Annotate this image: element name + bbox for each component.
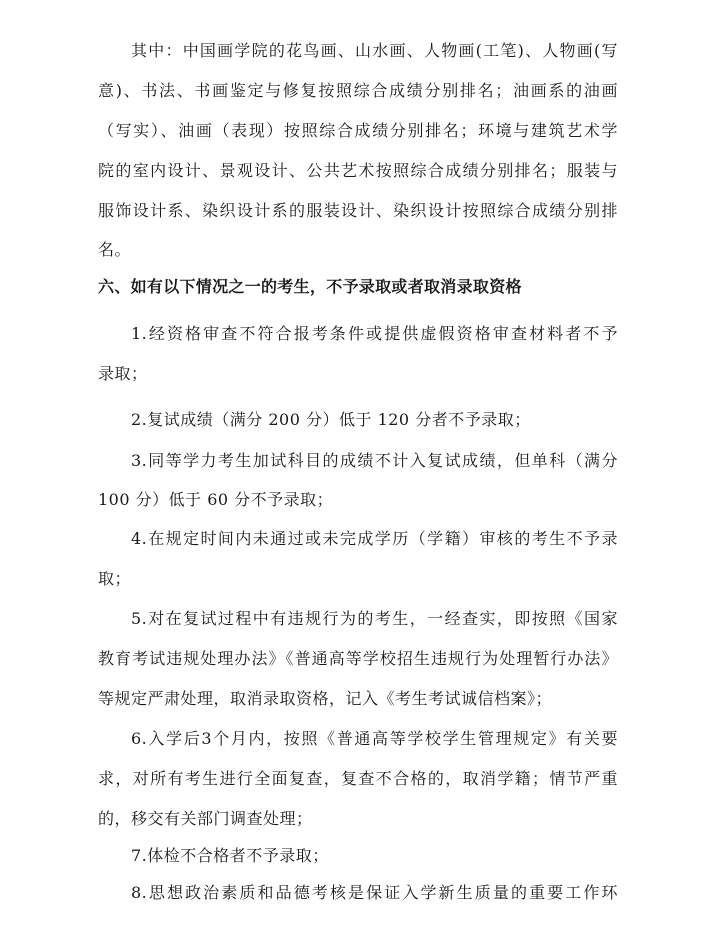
list-item: 1.经资格审查不符合报考条件或提供虚假资格审查材料者不予 [131,324,618,343]
list-item: 2.复试成绩（满分 200 分）低于 120 分者不予录取； [131,410,531,429]
list-item: 8.思想政治素质和品德考核是保证入学新生质量的重要工作环 [131,883,618,902]
list-item: 求，对所有考生进行全面复查，复查不合格的，取消学籍；情节严重 [98,769,618,788]
list-item: 录取； [98,364,148,383]
list-item: 5.对在复试过程中有违规行为的考生，一经查实，即按照《国家 [131,609,618,628]
list-item: 100 分）低于 60 分不予录取； [98,490,334,509]
list-item: 的，移交有关部门调查处理； [98,809,313,828]
text-line: （写实）、油画（表现）按照综合成绩分别排名；环境与建筑艺术学 [98,121,618,140]
list-item: 4.在规定时间内未通过或未完成学历（学籍）审核的考生不予录 [131,529,618,548]
list-item: 等规定严肃处理，取消录取资格，记入《考生考试诚信档案》； [98,689,553,708]
list-item: 7.体检不合格者不予录取； [131,846,329,865]
text-line: 名。 [98,240,132,259]
list-item: 3.同等学力考生加试科目的成绩不计入复试成绩，但单科（满分 [131,451,618,470]
list-item: 6.入学后3个月内，按照《普通高等学校学生管理规定》有关要 [131,729,618,748]
text-line: 院的室内设计、景观设计、公共艺术按照综合成绩分别排名；服装与 [98,161,618,180]
text-line: 意)、书法、书画鉴定与修复按照综合成绩分别排名；油画系的油画 [98,81,618,100]
list-item: 教育考试违规处理办法》《普通高等学校招生违规行为处理暂行办法》 [98,649,618,668]
list-item: 取； [98,569,132,588]
text-line: 其中：中国画学院的花鸟画、山水画、人物画(工笔)、人物画(写 [131,41,618,60]
section-heading: 六、如有以下情况之一的考生，不予录取或者取消录取资格 [98,277,522,296]
text-line: 服饰设计系、染织设计系的服装设计、染织设计按照综合成绩分别排 [98,201,618,220]
